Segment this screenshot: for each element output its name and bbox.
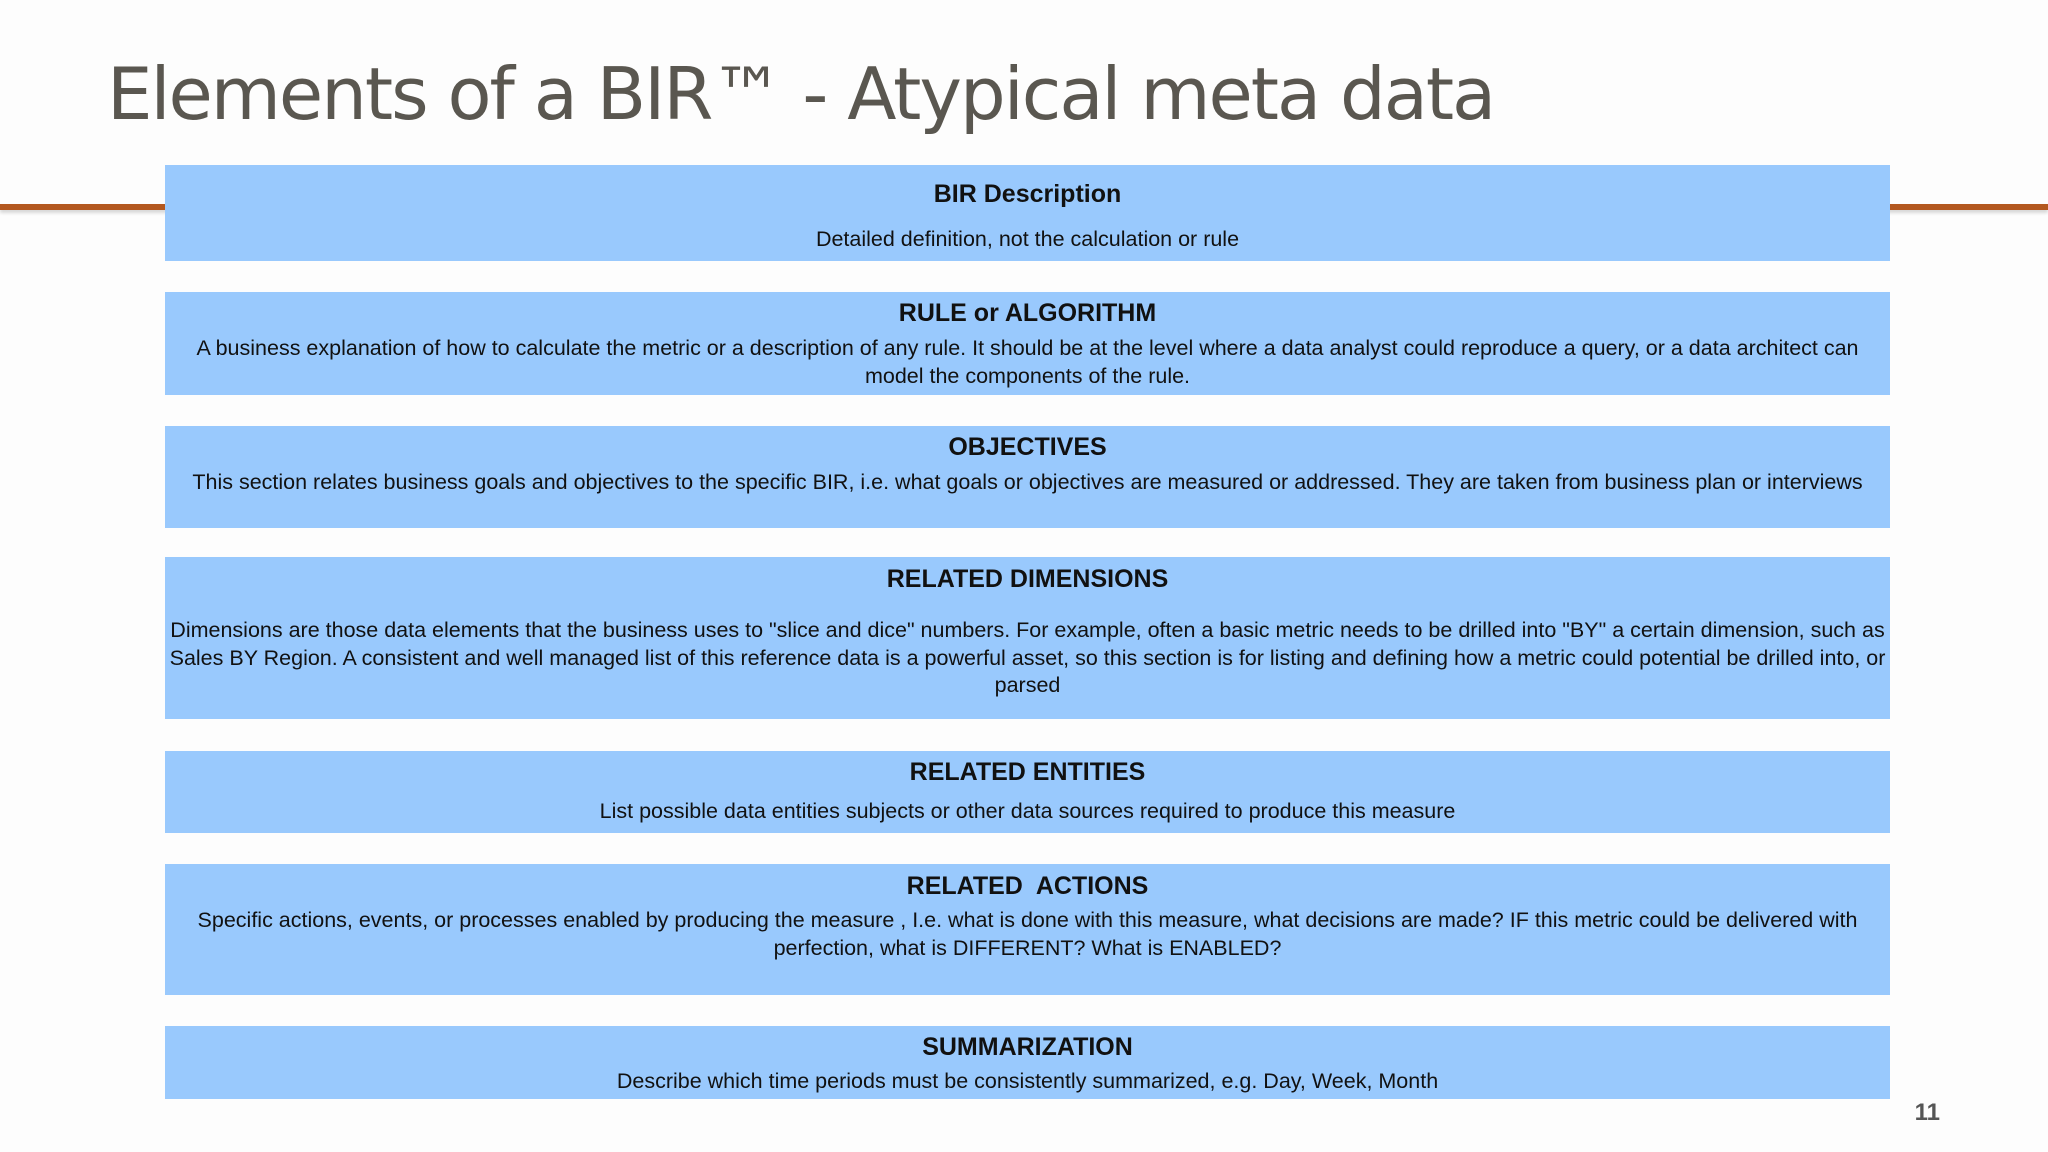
section-related-entities: [165, 751, 1890, 833]
section-text: A business explanation of how to calculate the metric or a description of any rule. It should be at the level where a data analyst could reproduce a query, or a data architect can model the components of the rule.: [196, 336, 1859, 388]
section-heading: BIR Description: [933, 180, 1122, 208]
section-heading: SUMMARIZATION: [922, 1033, 1133, 1061]
section-rule-or-algorithm: [165, 292, 1890, 395]
section-text: This section relates business goals and objectives to the specific BIR, i.e. what goals or objectives are measured or addressed. They are taken from business plan or interviews: [192, 470, 1863, 494]
section-heading: RULE or ALGORITHM: [898, 299, 1157, 327]
section-related-dimensions: [165, 557, 1890, 719]
section-summarization: [165, 1026, 1890, 1099]
section-text: List possible data entities subjects or other data sources required to produce this measure: [599, 799, 1456, 823]
section-text: Specific actions, events, or processes enabled by producing the measure , I.e. what is done with this measure, what decisions are made? IF this metric could be delivered with perfection, what is DIFFERENT? What is ENABLED?: [197, 908, 1858, 960]
section-objectives: [165, 426, 1890, 528]
section-text: Describe which time periods must be consistently summarized, e.g. Day, Week, Month: [616, 1069, 1439, 1093]
section-related-actions: [165, 864, 1890, 995]
section-heading: RELATED ACTIONS: [906, 872, 1149, 900]
page-number: 11: [1914, 1099, 1940, 1126]
section-text: Dimensions are those data elements that the business uses to "slice and dice" numbers. For example, often a basic metric needs to be drilled into "BY" a certain dimension, such as Sales BY Region. A consistent and well managed list of this reference data is a powerful asset, so this section is for listing and defining how a metric could potential be drilled into, or parsed: [169, 618, 1886, 697]
section-bir-description: [165, 165, 1890, 261]
slide-title: Elements of a BIR™ - Atypical meta data: [107, 52, 1495, 136]
section-heading: RELATED ENTITIES: [909, 758, 1146, 786]
section-heading: OBJECTIVES: [948, 433, 1107, 461]
section-text: Detailed definition, not the calculation or rule: [815, 227, 1240, 251]
section-heading: RELATED DIMENSIONS: [886, 565, 1169, 593]
